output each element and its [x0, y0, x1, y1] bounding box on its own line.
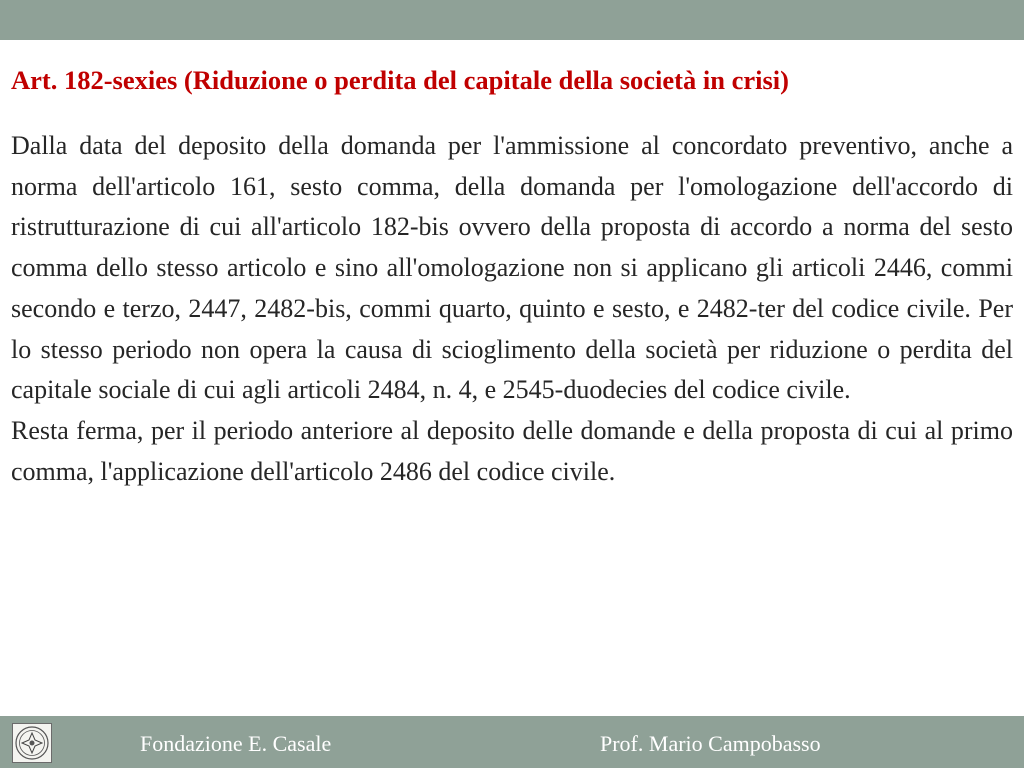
footer-bar — [0, 716, 1024, 768]
top-bar — [0, 0, 1024, 40]
slide-content — [11, 60, 1013, 492]
slide-body — [11, 126, 1013, 492]
footer-foundation-name: Fondazione E. Casale — [140, 731, 332, 756]
footer-author-name: Prof. Mario Campobasso — [600, 731, 821, 756]
foundation-seal-icon — [12, 723, 52, 763]
slide-title: Art. 182-sexies (Riduzione o perdita del capitale della società in crisi) — [11, 65, 789, 95]
paragraph-1: Dalla data del deposito della domanda per l'ammissione al concordato preventivo, anche a norma dell'articolo 161, sesto comma, della domanda per l'omologazione dell'accordo di ristrutturazione di cui all'articolo 182-bis ovvero della proposta di accordo a norma del sesto comma dello stesso articolo e sino all'omologazione non si applicano gli articoli 2446, commi secondo e terzo, 2447, 2482-bis, commi quarto, quinto e sesto, e 2482-ter del codice civile. Per lo stesso periodo non opera la causa di scioglimento della società per riduzione o perdita del capitale sociale di cui agli articoli 2484, n. 4, e 2545-duodecies del codice civile. — [11, 131, 1013, 405]
paragraph-2: Resta ferma, per il periodo anteriore al deposito delle domande e della proposta di cui al primo comma, l'applicazione dell'articolo 2486 del codice civile. — [11, 415, 1013, 486]
